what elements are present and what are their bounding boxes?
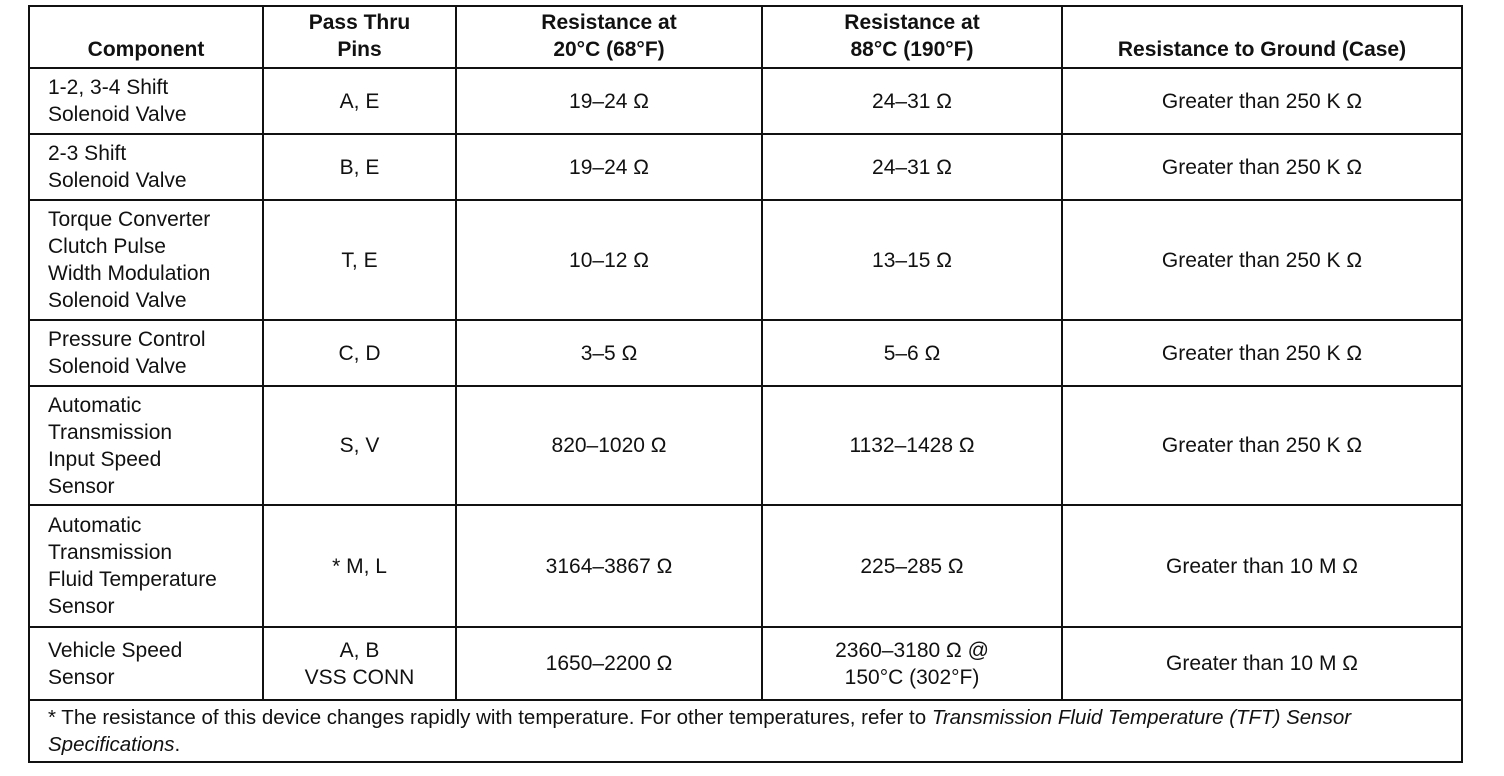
component-line: Input Speed: [48, 447, 162, 471]
component-line: Sensor: [48, 595, 115, 618]
header-r88-line: Resistance at: [844, 11, 980, 34]
component-line: Solenoid Valve: [48, 355, 187, 378]
pins-line: C, D: [338, 341, 381, 365]
footnote-row: [29, 700, 1462, 762]
component-line: Transmission: [48, 420, 173, 444]
pins-line: * M, L: [332, 554, 387, 578]
table-row: [29, 505, 1462, 627]
component-line: Torque Converter: [48, 208, 211, 231]
header-resistance-20c: [456, 6, 762, 68]
table-row: [29, 134, 1462, 200]
resistance-88c-cell: [762, 386, 1062, 505]
header-resistance-88c: [762, 6, 1062, 68]
resistance-ground-cell: Greater than 250 K Ω: [1062, 320, 1462, 386]
footnote: [29, 700, 1462, 762]
r88-line: 1132–1428 Ω: [849, 434, 975, 457]
footnote-reference: Transmission Fluid Temperature (TFT) Sensor Specifications: [48, 706, 1352, 756]
r88-line: 24–31 Ω: [872, 155, 952, 179]
resistance-88c-cell: [762, 505, 1062, 627]
component-line: Automatic: [48, 514, 142, 537]
pins-line: A, E: [339, 89, 380, 113]
resistance-20c-cell: [456, 68, 762, 134]
component-cell: [29, 68, 263, 134]
pins-cell: [263, 386, 456, 505]
pins-line: A, B: [339, 638, 380, 662]
resistance-ground-cell: Greater than 10 M Ω: [1062, 505, 1462, 627]
header-r88-line: 88°C (190°F): [850, 38, 974, 61]
resistance-88c-cell: [762, 320, 1062, 386]
resistance-ground-cell: Greater than 250 K Ω: [1062, 386, 1462, 505]
table-row: [29, 68, 1462, 134]
resistance-20c-cell: [456, 200, 762, 320]
r88-line: 150°C (302°F): [844, 665, 980, 689]
component-line: Solenoid Valve: [48, 103, 187, 126]
resistance-88c-cell: [762, 200, 1062, 320]
pins-line: VSS CONN: [304, 665, 415, 689]
pins-cell: [263, 134, 456, 200]
pins-cell: [263, 68, 456, 134]
component-cell: [29, 200, 263, 320]
pins-line: T, E: [341, 248, 378, 272]
resistance-20c-cell: [456, 386, 762, 505]
pins-cell: [263, 505, 456, 627]
resistance-ground-cell: Greater than 250 K Ω: [1062, 68, 1462, 134]
component-cell: [29, 134, 263, 200]
r88-line: 5–6 Ω: [883, 341, 941, 365]
r88-line: 2360–3180 Ω @: [835, 638, 989, 662]
table-row: [29, 320, 1462, 386]
component-cell: [29, 320, 263, 386]
pins-cell: [263, 200, 456, 320]
table-row: [29, 627, 1462, 700]
resistance-20c-cell: [456, 134, 762, 200]
resistance-20c-cell: [456, 320, 762, 386]
component-cell: [29, 505, 263, 627]
header-pins-line: Pins: [337, 38, 382, 61]
r20-line: 3–5 Ω: [580, 341, 638, 365]
component-line: Automatic: [48, 393, 142, 417]
r88-line: 24–31 Ω: [872, 89, 952, 113]
component-line: Sensor: [48, 665, 115, 689]
header-r20-line: 20°C (68°F): [553, 38, 665, 61]
component-line: Sensor: [48, 474, 115, 498]
resistance-88c-cell: [762, 68, 1062, 134]
r20-line: 3164–3867 Ω: [545, 554, 673, 578]
pins-line: S, V: [339, 434, 380, 457]
resistance-ground-cell: Greater than 250 K Ω: [1062, 200, 1462, 320]
header-pins-line: Pass Thru: [308, 11, 411, 34]
r20-line: 1650–2200 Ω: [545, 652, 673, 675]
r88-line: 13–15 Ω: [872, 248, 952, 272]
r20-line: 19–24 Ω: [569, 155, 649, 179]
component-line: Transmission: [48, 541, 173, 564]
pins-cell: [263, 320, 456, 386]
footnote-end: .: [174, 733, 181, 756]
r20-line: 10–12 Ω: [569, 248, 649, 272]
table-row: [29, 386, 1462, 505]
pins-line: B, E: [339, 155, 380, 179]
resistance-20c-cell: [456, 627, 762, 700]
pins-cell: [263, 627, 456, 700]
resistance-88c-cell: [762, 134, 1062, 200]
component-line: 2-3 Shift: [48, 142, 127, 165]
component-line: Pressure Control: [48, 328, 206, 351]
header-pins: [263, 6, 456, 68]
r88-line: 225–285 Ω: [860, 554, 964, 578]
r20-line: 19–24 Ω: [569, 89, 649, 113]
resistance-ground-cell: Greater than 250 K Ω: [1062, 134, 1462, 200]
header-r20-line: Resistance at: [541, 11, 677, 34]
resistance-ground-cell: Greater than 10 M Ω: [1062, 627, 1462, 700]
component-line: Solenoid Valve: [48, 169, 187, 192]
component-line: Clutch Pulse: [48, 235, 166, 258]
component-line: Solenoid Valve: [48, 289, 187, 312]
resistance-spec-table: [28, 5, 1463, 763]
resistance-88c-cell: [762, 627, 1062, 700]
header-row: [29, 6, 1462, 68]
component-cell: [29, 627, 263, 700]
r20-line: 820–1020 Ω: [551, 434, 667, 457]
component-line: 1-2, 3-4 Shift: [48, 76, 169, 99]
table-row: [29, 200, 1462, 320]
component-line: Width Modulation: [48, 262, 211, 285]
component-cell: [29, 386, 263, 505]
resistance-20c-cell: [456, 505, 762, 627]
component-line: Vehicle Speed: [48, 638, 183, 662]
header-resistance-ground: Resistance to Ground (Case): [1062, 6, 1462, 68]
footnote-text: * The resistance of this device changes rapidly with temperature. For other temperatures, refer to: [48, 706, 932, 729]
component-line: Fluid Temperature: [48, 568, 217, 591]
header-component: Component: [29, 6, 263, 68]
